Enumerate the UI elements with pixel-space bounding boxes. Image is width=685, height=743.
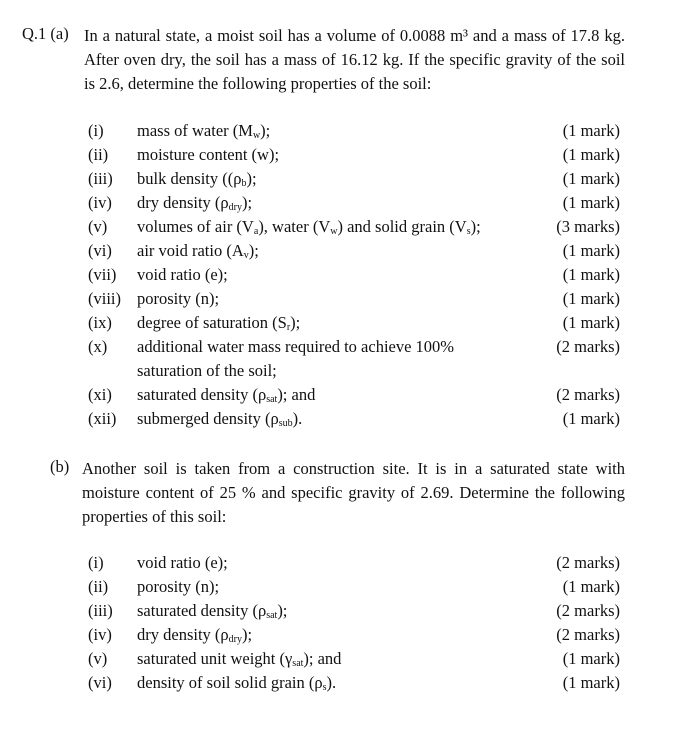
item-number: (i) bbox=[88, 121, 104, 140]
list-item bbox=[88, 239, 620, 263]
item-number: (ii) bbox=[88, 577, 109, 596]
item-text-part: ); bbox=[290, 313, 301, 332]
item-text bbox=[137, 623, 520, 647]
item-marks: (1 mark) bbox=[562, 409, 620, 428]
item-text bbox=[137, 383, 520, 407]
list-item bbox=[88, 575, 620, 599]
item-text bbox=[137, 311, 520, 335]
item-number: (ix) bbox=[88, 313, 112, 332]
list-item bbox=[88, 263, 620, 287]
item-text bbox=[137, 671, 520, 695]
subscript: a bbox=[253, 226, 259, 237]
subscript: w bbox=[252, 130, 261, 141]
list-item bbox=[88, 383, 620, 407]
item-number: (vii) bbox=[88, 265, 117, 284]
item-marks: (1 mark) bbox=[562, 145, 620, 164]
item-text-part: submerged density (ρ bbox=[137, 409, 279, 428]
item-text-part: ); and bbox=[303, 649, 342, 668]
item-number: (vi) bbox=[88, 241, 112, 260]
item-text-part: ). bbox=[292, 409, 303, 428]
item-marks: (1 mark) bbox=[562, 313, 620, 332]
subscript: s bbox=[466, 226, 471, 237]
list-item bbox=[88, 599, 620, 623]
item-text bbox=[137, 599, 520, 623]
question-label: Q.1 (a) bbox=[22, 24, 69, 43]
item-text-part: bulk density ((ρ bbox=[137, 169, 242, 188]
item-number: (viii) bbox=[88, 289, 121, 308]
item-number: (xi) bbox=[88, 385, 112, 404]
item-text-part: dry density (ρ bbox=[137, 193, 229, 212]
item-number: (iv) bbox=[88, 193, 112, 212]
item-text-part: degree of saturation (S bbox=[137, 313, 287, 332]
list-item bbox=[88, 335, 620, 383]
part-b-label: (b) bbox=[50, 457, 70, 476]
list-item bbox=[88, 215, 620, 239]
item-text bbox=[137, 407, 520, 431]
item-text-part: mass of water (M bbox=[137, 121, 253, 140]
item-text-part: ); bbox=[277, 601, 288, 620]
subscript: v bbox=[243, 250, 249, 261]
item-text bbox=[137, 263, 520, 287]
item-text-part: porosity (n); bbox=[137, 577, 220, 596]
item-marks: (1 mark) bbox=[562, 241, 620, 260]
part-a-list bbox=[88, 119, 620, 431]
item-text bbox=[137, 335, 520, 383]
subscript: b bbox=[241, 178, 247, 189]
subscript: sat bbox=[266, 394, 278, 405]
item-text-part: porosity (n); bbox=[137, 289, 220, 308]
list-item bbox=[88, 191, 620, 215]
subscript: w bbox=[330, 226, 338, 237]
item-marks: (1 mark) bbox=[562, 649, 620, 668]
item-marks: (1 mark) bbox=[562, 169, 620, 188]
item-marks: (1 mark) bbox=[562, 577, 620, 596]
item-number: (iii) bbox=[88, 601, 113, 620]
item-number: (vi) bbox=[88, 673, 112, 692]
item-text-part: density of soil solid grain (ρ bbox=[137, 673, 323, 692]
item-text-part: ); bbox=[470, 217, 481, 236]
item-text-part: ); bbox=[246, 169, 257, 188]
item-text-part: saturated density (ρ bbox=[137, 385, 267, 404]
item-text-part: ) and solid grain (V bbox=[337, 217, 467, 236]
item-text bbox=[137, 575, 520, 599]
item-marks: (2 marks) bbox=[556, 553, 620, 572]
item-text bbox=[137, 647, 520, 671]
item-text-part: ); bbox=[260, 121, 271, 140]
item-marks: (1 mark) bbox=[562, 121, 620, 140]
list-item bbox=[88, 143, 620, 167]
item-marks: (2 marks) bbox=[556, 601, 620, 620]
subscript: sub bbox=[278, 418, 293, 429]
item-text-part: ). bbox=[326, 673, 337, 692]
item-text-part: air void ratio (A bbox=[137, 241, 244, 260]
item-number: (xii) bbox=[88, 409, 117, 428]
list-item bbox=[88, 311, 620, 335]
item-text-part: saturated unit weight (γ bbox=[137, 649, 293, 668]
part-b-list bbox=[88, 551, 620, 695]
item-text-part: ); bbox=[248, 241, 259, 260]
item-marks: (2 marks) bbox=[556, 625, 620, 644]
list-item bbox=[88, 119, 620, 143]
item-text bbox=[137, 239, 520, 263]
item-number: (v) bbox=[88, 649, 108, 668]
item-number: (iv) bbox=[88, 625, 112, 644]
item-text-part: ); bbox=[241, 625, 253, 644]
subscript: sat bbox=[292, 658, 304, 669]
item-text bbox=[137, 215, 520, 239]
list-item bbox=[88, 287, 620, 311]
item-marks: (2 marks) bbox=[556, 337, 620, 356]
list-item bbox=[88, 623, 620, 647]
item-number: (iii) bbox=[88, 169, 113, 188]
item-marks: (1 mark) bbox=[562, 193, 620, 212]
item-number: (i) bbox=[88, 553, 104, 572]
part-b-text: Another soil is taken from a construction site. It is in a saturated state with moisture content of 25 % and specific gravity of 2.69. Determine the following properties of this soil: bbox=[82, 459, 625, 526]
subscript: dry bbox=[228, 634, 242, 645]
list-item bbox=[88, 647, 620, 671]
item-text bbox=[137, 551, 520, 575]
list-item bbox=[88, 407, 620, 431]
item-text-part: ), water (V bbox=[258, 217, 331, 236]
item-text bbox=[137, 167, 520, 191]
item-text bbox=[137, 191, 520, 215]
item-text-part: void ratio (e); bbox=[137, 265, 228, 284]
item-text bbox=[137, 143, 520, 167]
list-item bbox=[88, 551, 620, 575]
subscript: r bbox=[286, 322, 291, 333]
item-marks: (1 mark) bbox=[562, 289, 620, 308]
item-text-part: ); bbox=[241, 193, 253, 212]
item-text-part: additional water mass required to achieve 100% saturation of the soil; bbox=[137, 337, 455, 380]
item-text-part: ); and bbox=[277, 385, 316, 404]
item-marks: (1 mark) bbox=[562, 673, 620, 692]
item-marks: (3 marks) bbox=[556, 217, 620, 236]
subscript: s bbox=[322, 682, 327, 693]
item-marks: (1 mark) bbox=[562, 265, 620, 284]
item-number: (v) bbox=[88, 217, 108, 236]
item-text-part: saturated density (ρ bbox=[137, 601, 267, 620]
subscript: dry bbox=[228, 202, 242, 213]
item-text bbox=[137, 287, 520, 311]
item-number: (x) bbox=[88, 337, 108, 356]
item-marks: (2 marks) bbox=[556, 385, 620, 404]
item-text-part: volumes of air (V bbox=[137, 217, 254, 236]
item-text-part: dry density (ρ bbox=[137, 625, 229, 644]
item-text bbox=[137, 119, 520, 143]
subscript: sat bbox=[266, 610, 278, 621]
item-number: (ii) bbox=[88, 145, 109, 164]
part-a-label: (a) bbox=[50, 24, 69, 43]
list-item bbox=[88, 167, 620, 191]
item-text-part: void ratio (e); bbox=[137, 553, 228, 572]
list-item bbox=[88, 671, 620, 695]
item-text-part: moisture content (w); bbox=[137, 145, 280, 164]
part-a-text: In a natural state, a moist soil has a volume of 0.0088 m³ and a mass of 17.8 kg. After oven dry, the soil has a mass of 16.12 kg. If the specific gravity of the soil is 2.6, determine the following properties of the soil: bbox=[84, 26, 625, 93]
